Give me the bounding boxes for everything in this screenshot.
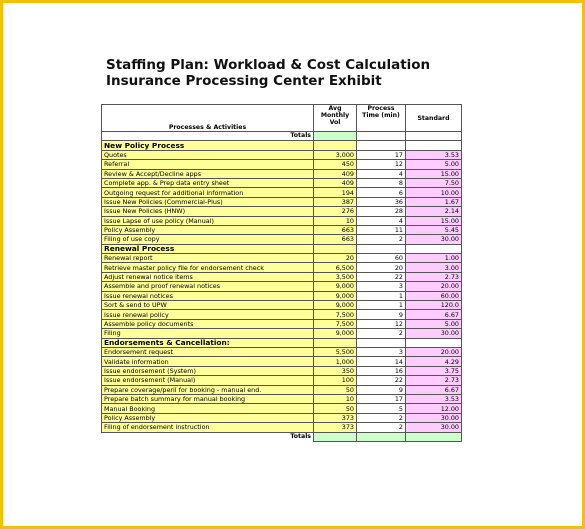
standard-cell: 10.00 [406, 188, 462, 197]
activity-cell: Quotes [102, 150, 314, 159]
totals-label: Totals [102, 432, 314, 441]
table-body [102, 141, 462, 432]
blank-cell [406, 244, 462, 253]
avg-monthly-cell: 3,000 [314, 150, 357, 159]
activity-cell: Renewal report [102, 254, 314, 263]
table-row [102, 301, 462, 310]
table-row [102, 413, 462, 422]
table-row [102, 178, 462, 187]
table-row [102, 150, 462, 159]
table-row [102, 207, 462, 216]
process-time-cell: 4 [357, 216, 406, 225]
standard-cell: 30.00 [406, 235, 462, 244]
activity-cell: Assemble policy documents [102, 319, 314, 328]
process-time-cell: 9 [357, 385, 406, 394]
standard-cell: 20.00 [406, 282, 462, 291]
standard-cell: 2.73 [406, 376, 462, 385]
standard-cell: 20.00 [406, 347, 462, 356]
standard-cell: 30.00 [406, 329, 462, 338]
table-row [102, 423, 462, 432]
activity-cell: Prepare coverage/peril for booking - manual end. [102, 385, 314, 394]
process-time-cell: 3 [357, 347, 406, 356]
activity-cell: Sort & send to UPW [102, 301, 314, 310]
table-row [102, 225, 462, 234]
header-row [102, 105, 462, 132]
activity-cell: Prepare batch summary for manual booking [102, 394, 314, 403]
blank-cell [357, 132, 406, 141]
avg-monthly-cell: 50 [314, 404, 357, 413]
header-standard: Standard [406, 105, 462, 132]
table-row [102, 188, 462, 197]
header-activities: Processes & Activities [102, 105, 314, 132]
totals-cell [314, 132, 357, 141]
standard-cell: 5.00 [406, 160, 462, 169]
process-time-cell: 20 [357, 263, 406, 272]
section-title: Renewal Process [102, 244, 314, 253]
table-row [102, 319, 462, 328]
table-row [102, 404, 462, 413]
standard-cell: 2.14 [406, 207, 462, 216]
process-time-cell: 11 [357, 225, 406, 234]
activity-cell: Policy Assembly [102, 225, 314, 234]
process-time-cell: 17 [357, 394, 406, 403]
activity-cell: Manual Booking [102, 404, 314, 413]
avg-monthly-cell: 6,500 [314, 263, 357, 272]
process-time-cell: 17 [357, 150, 406, 159]
blank-cell [357, 338, 406, 347]
process-time-cell: 36 [357, 197, 406, 206]
process-time-cell: 6 [357, 188, 406, 197]
table-row [102, 160, 462, 169]
activity-cell: Assemble and proof renewal notices [102, 282, 314, 291]
title-line-2: Insurance Processing Center Exhibit [106, 73, 382, 89]
activity-cell: Outgoing request for additional information [102, 188, 314, 197]
table-row [102, 385, 462, 394]
avg-monthly-cell: 9,000 [314, 291, 357, 300]
process-time-cell: 22 [357, 376, 406, 385]
process-time-cell: 22 [357, 272, 406, 281]
avg-monthly-cell: 373 [314, 413, 357, 422]
table-row [102, 263, 462, 272]
avg-monthly-cell: 5,500 [314, 347, 357, 356]
standard-cell: 5.00 [406, 319, 462, 328]
table-row [102, 254, 462, 263]
table-row [102, 197, 462, 206]
activity-cell: Validate information [102, 357, 314, 366]
standard-cell: 1.00 [406, 254, 462, 263]
blank-cell [406, 141, 462, 150]
process-time-cell: 2 [357, 423, 406, 432]
totals-row-bottom [102, 432, 462, 441]
standard-cell: 15.00 [406, 216, 462, 225]
activity-cell: Filing of use copy [102, 235, 314, 244]
standard-cell: 3.53 [406, 150, 462, 159]
avg-monthly-cell: 409 [314, 169, 357, 178]
blank-cell [406, 338, 462, 347]
table-row [102, 272, 462, 281]
blank-cell [357, 141, 406, 150]
process-time-cell: 2 [357, 329, 406, 338]
standard-cell: 5.45 [406, 225, 462, 234]
standard-cell: 2.73 [406, 272, 462, 281]
activity-cell: Issue endorsement (System) [102, 366, 314, 375]
standard-cell: 15.00 [406, 169, 462, 178]
avg-monthly-cell: 9,000 [314, 282, 357, 291]
totals-cell [357, 432, 406, 441]
totals-label: Totals [102, 132, 314, 141]
avg-monthly-cell: 9,000 [314, 301, 357, 310]
standard-cell: 6.67 [406, 310, 462, 319]
standard-cell: 3.75 [406, 366, 462, 375]
section-header-row [102, 338, 462, 347]
avg-monthly-cell: 1,000 [314, 357, 357, 366]
avg-monthly-cell: 10 [314, 394, 357, 403]
activity-cell: Issue endorsement (Manual) [102, 376, 314, 385]
table-row [102, 366, 462, 375]
activity-cell: Adjust renewal notice items [102, 272, 314, 281]
avg-monthly-cell: 350 [314, 366, 357, 375]
process-time-cell: 2 [357, 235, 406, 244]
avg-monthly-cell: 50 [314, 385, 357, 394]
avg-monthly-cell: 9,000 [314, 329, 357, 338]
table-row [102, 376, 462, 385]
activity-cell: Issue New Policies (HNW) [102, 207, 314, 216]
table-row [102, 282, 462, 291]
header-process-time: Process Time (min) [357, 105, 406, 132]
standard-cell: 3.00 [406, 263, 462, 272]
process-time-cell: 2 [357, 413, 406, 422]
table-row [102, 347, 462, 356]
process-time-cell: 4 [357, 169, 406, 178]
avg-monthly-cell: 663 [314, 235, 357, 244]
standard-cell: 30.00 [406, 413, 462, 422]
activity-cell: Filing of endorsement instruction [102, 423, 314, 432]
standard-cell: 60.00 [406, 291, 462, 300]
header-avg-monthly: Avg Monthly Vol [314, 105, 357, 132]
process-time-cell: 14 [357, 357, 406, 366]
blank-cell [314, 141, 357, 150]
table-row [102, 357, 462, 366]
standard-cell: 3.53 [406, 394, 462, 403]
totals-cell [314, 432, 357, 441]
activity-cell: Policy Assembly [102, 413, 314, 422]
process-time-cell: 3 [357, 282, 406, 291]
process-time-cell: 16 [357, 366, 406, 375]
section-title: Endorsements & Cancellation: [102, 338, 314, 347]
standard-cell: 6.67 [406, 385, 462, 394]
section-header-row [102, 244, 462, 253]
table-row [102, 216, 462, 225]
page-title [106, 57, 430, 89]
table-row [102, 329, 462, 338]
blank-cell [406, 132, 462, 141]
activity-cell: Review & Accept/Decline apps [102, 169, 314, 178]
avg-monthly-cell: 450 [314, 160, 357, 169]
activity-cell: Endorsement request [102, 347, 314, 356]
table-row [102, 394, 462, 403]
avg-monthly-cell: 7,500 [314, 310, 357, 319]
avg-monthly-cell: 20 [314, 254, 357, 263]
activity-cell: Filing [102, 329, 314, 338]
totals-row-top [102, 132, 462, 141]
standard-cell: 120.0 [406, 301, 462, 310]
activity-cell: Issue New Policies (Commercial-Plus) [102, 197, 314, 206]
avg-monthly-cell: 7,500 [314, 319, 357, 328]
activity-cell: Complete app. & Prep data entry sheet [102, 178, 314, 187]
standard-cell: 4.29 [406, 357, 462, 366]
avg-monthly-cell: 3,500 [314, 272, 357, 281]
blank-cell [357, 244, 406, 253]
table-row [102, 310, 462, 319]
standard-cell: 30.00 [406, 423, 462, 432]
avg-monthly-cell: 387 [314, 197, 357, 206]
avg-monthly-cell: 409 [314, 178, 357, 187]
staffing-table [101, 104, 462, 442]
activity-cell: Issue renewal notices [102, 291, 314, 300]
process-time-cell: 28 [357, 207, 406, 216]
activity-cell: Issue Lapse of use policy (Manual) [102, 216, 314, 225]
activity-cell: Retrieve master policy file for endorsement check [102, 263, 314, 272]
avg-monthly-cell: 10 [314, 216, 357, 225]
avg-monthly-cell: 276 [314, 207, 357, 216]
avg-monthly-cell: 373 [314, 423, 357, 432]
section-title: New Policy Process [102, 141, 314, 150]
standard-cell: 12.00 [406, 404, 462, 413]
activity-cell: Issue renewal policy [102, 310, 314, 319]
activity-cell: Referral [102, 160, 314, 169]
process-time-cell: 5 [357, 404, 406, 413]
process-time-cell: 1 [357, 291, 406, 300]
blank-cell [314, 338, 357, 347]
totals-cell [406, 432, 462, 441]
process-time-cell: 12 [357, 160, 406, 169]
table-row [102, 169, 462, 178]
avg-monthly-cell: 100 [314, 376, 357, 385]
table-row [102, 291, 462, 300]
process-time-cell: 60 [357, 254, 406, 263]
table-row [102, 235, 462, 244]
avg-monthly-cell: 194 [314, 188, 357, 197]
process-time-cell: 9 [357, 310, 406, 319]
title-line-1: Staffing Plan: Workload & Cost Calculation [106, 57, 431, 73]
standard-cell: 1.67 [406, 197, 462, 206]
blank-cell [314, 244, 357, 253]
avg-monthly-cell: 663 [314, 225, 357, 234]
section-header-row [102, 141, 462, 150]
process-time-cell: 1 [357, 301, 406, 310]
process-time-cell: 12 [357, 319, 406, 328]
process-time-cell: 8 [357, 178, 406, 187]
standard-cell: 7.50 [406, 178, 462, 187]
